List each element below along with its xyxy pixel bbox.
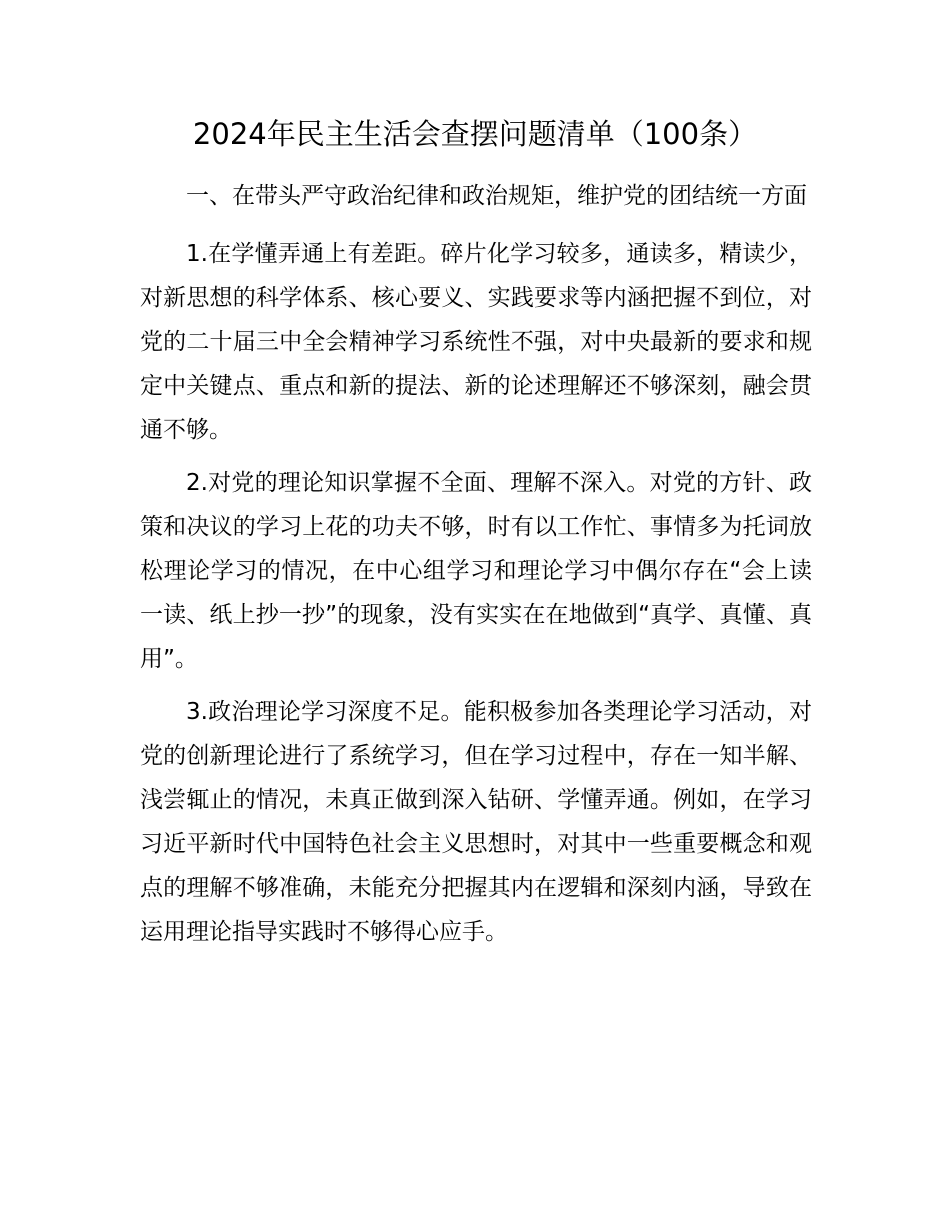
document-body bbox=[140, 174, 812, 963]
paragraph-item-3: 3.政治理论学习深度不足。能积极参加各类理论学习活动，对党的创新理论进行了系统学习，但在学习过程中，存在一知半解、浅尝辄止的情况，未真正做到深入钻研、学懂弄通。例如，在学习习近平新时代中国特色社会主义思想时，对其中一些重要概念和观点的理解不够准确，未能充分把握其内在逻辑和深刻内涵，导致在运用理论指导实践时不够得心应手。 bbox=[140, 699, 812, 945]
section-heading: 一、在带头严守政治纪律和政治规矩，维护党的团结统一方面 bbox=[186, 183, 807, 209]
document-title: 2024年民主生活会查摆问题清单（100条） bbox=[192, 117, 758, 151]
paragraph-item-1: 1.在学懂弄通上有差距。碎片化学习较多，通读多，精读少，对新思想的科学体系、核心要义、实践要求等内涵把握不到位，对党的二十届三中全会精神学习系统性不强，对中央最新的要求和规定中关键点、重点和新的提法、新的论述理解还不够深刻，融会贯通不够。 bbox=[140, 241, 812, 443]
paragraph-item-2: 2.对党的理论知识掌握不全面、理解不深入。对党的方针、政策和决议的学习上花的功夫不够，时有以工作忙、事情多为托词放松理论学习的情况，在中心组学习和理论学习中偶尔存在“会上读一读、纸上抄一抄”的现象，没有实实在在地做到“真学、真懂、真用”。 bbox=[140, 470, 812, 672]
